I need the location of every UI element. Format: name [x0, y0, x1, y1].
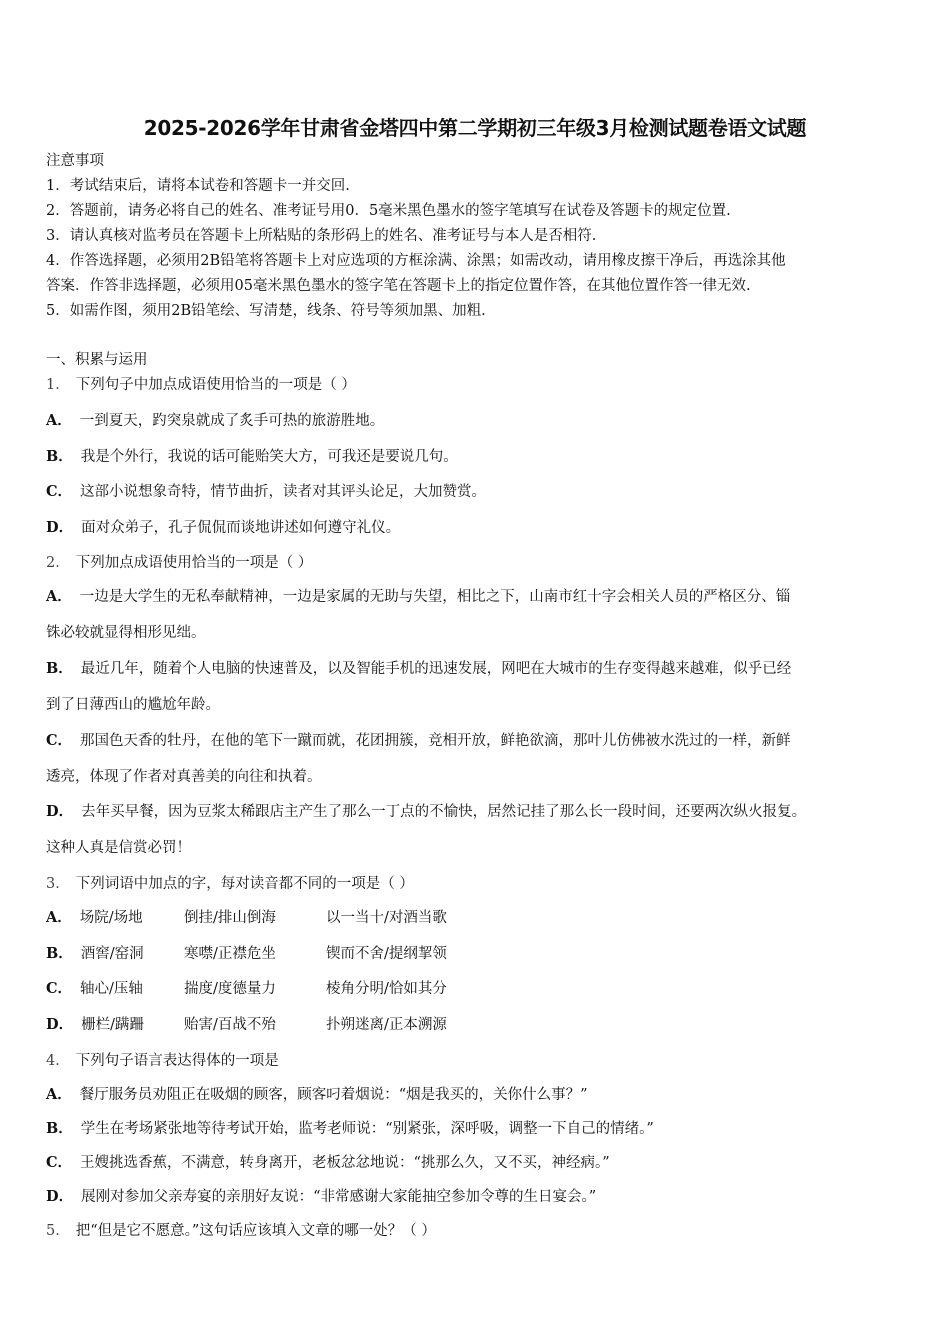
q2-option-b: B． 最近几年，随着个人电脑的快速普及，以及智能手机的迅速发展，网吧在大城市的生存变得越来越难，似乎已经	[46, 660, 792, 677]
question-3	[46, 874, 414, 894]
q1-option-d: D． 面对众弟子，孔子侃侃而谈地讲述如何遵守礼仪。	[46, 519, 401, 536]
notice-heading: 注意事项	[46, 153, 104, 169]
question-number: 5．	[46, 1223, 70, 1239]
question-number: 3．	[46, 876, 70, 892]
notice-item-2: 2．答题前，请务必将自己的姓名、准考证号用0．5毫米黑色墨水的签字笔填写在试卷及答题卡的规定位置.	[46, 203, 731, 219]
section-heading: 一、积累与运用	[46, 352, 148, 368]
q2-option-a-cont: 铢必较就显得相形见绌。	[46, 625, 206, 641]
question-5	[46, 1221, 436, 1241]
q1-option-b: B． 我是个外行，我说的话可能贻笑大方，可我还是要说几句。	[46, 448, 458, 465]
question-stem: 下列句子中加点成语使用恰当的一项是（ ）	[75, 377, 356, 393]
question-2	[46, 553, 312, 573]
notice-item-4-cont: 答案．作答非选择题，必须用05毫米黑色墨水的签字笔在答题卡上的指定位置作答，在其他位置作答一律无效.	[46, 278, 751, 294]
q2-option-c-cont: 透亮，体现了作者对真善美的向往和执着。	[46, 769, 322, 785]
notice-item-1: 1．考试结束后，请将本试卷和答题卡一并交回.	[46, 178, 350, 194]
q2-option-a: A． 一边是大学生的无私奉献精神，一边是家属的无助与失望，相比之下，山南市红十字会相关人员的严格区分、锱	[46, 588, 791, 605]
question-number: 1．	[46, 377, 70, 393]
notice-item-3: 3．请认真核对监考员在答题卡上所粘贴的条形码上的姓名、准考证号与本人是否相符.	[46, 228, 597, 244]
question-stem: 下列句子语言表达得体的一项是	[75, 1053, 279, 1069]
exam-page: 2025-2026学年甘肃省金塔四中第二学期初三年级3月检测试题卷语文试题 注意事项 1．考试结束后，请将本试卷和答题卡一并交回. 2．答题前，请务必将自己的姓名、准考证号用0．5毫米黑色墨水的签字笔填写在试卷及答题卡的规定位置. 3．请认真核对监考员在答题卡上所粘贴的条形码上的姓名、准考证号与本人是否相符. 4．作答选择题，必须用2B铅笔将答题卡上对应选项的方框涂满、涂黑；如需改动，请用橡皮擦干净后，再选涂其他 答案．作答非选择题，必须用05毫米黑色墨水的签字笔在答题卡上的指定位置作答，在其他位置作答一律无效. 5．如需作图，须用2B铅笔绘、写清楚，线条、符号等须加黑、加粗. 一、积累与运用 1． 下列句子中加点成语使用恰当的一项是（ ） A． 一到夏天，趵突泉就成了炙手可热的旅游胜地。 B． 我是个外行，我说的话可能贻笑大方，可我还是要说几句。 C． 这部小说想象奇特，情节曲折，读者对其评头论足，大加赞赏。 D． 面对众弟子，孔子侃侃而谈地讲述如何遵守礼仪。 2． 下列加点成语使用恰当的一项是（ ） A． 一边是大学生的无私奉献精神，一边是家属的无助与失望，相比之下，山南市红十字会相关人员的严格区分、锱 铢必较就显得相形见绌。 B． 最近几年，随着个人电脑的快速普及，以及智能手机的迅速发展，网吧在大城市的生存变得越来越难，似乎已经 到了日薄西山的尴尬年龄。 C． 那国色天香的牡丹，在他的笔下一蹴而就，花团拥簇，竞相开放，鲜艳欲滴，那叶儿仿佛被水洗过的一样，新鲜 透亮，体现了作者对真善美的向往和执着。 D． 去年买早餐，因为豆浆太稀跟店主产生了那么一丁点的不愉快，居然记挂了那么长一段时间，还要两次纵火报复。 这种人真是信赏必罚！ 3． 下列词语中加点的字，每对读音都不同的一项是（ ） A． 场院/场地 倒挂/排山倒海 以一当十/对酒当歌 B． 酒窖/窑洞 寒噤/正襟危坐 锲而不舍/提纲挈领 C． 轴心/压轴 揣度/度德量力 棱角分明/恰如其分 D． 栅栏/蹒跚 贻害/百战不殆 扑朔迷离/正本溯源 4． 下列句子语言表达得体的一项是 A． 餐厅服务员劝阻正在吸烟的顾客，顾客叼着烟说：“烟是我买的，关你什么事？” B． 学生在考场紧张地等待考试开始，监考老师说：“别紧张，深呼吸，调整一下自己的情绪。” C． 王嫂挑选香蕉，不满意，转身离开，老板忿忿地说：“挑那么久，又不买，神经病。” D． 展刚对参加父亲寿宴的亲朋好友说：“非常感谢大家能抽空参加令尊的生日宴会。” 5． 把“但是它不愿意。”这句话应该填入文章的哪一处？（ ）	[0, 0, 950, 1344]
question-stem: 下列词语中加点的字，每对读音都不同的一项是（ ）	[75, 876, 414, 892]
q1-option-a: A． 一到夏天，趵突泉就成了炙手可热的旅游胜地。	[46, 412, 385, 429]
q4-option-b: B． 学生在考场紧张地等待考试开始，监考老师说：“别紧张，深呼吸，调整一下自己的情绪。”	[46, 1120, 654, 1137]
question-stem: 把“但是它不愿意。”这句话应该填入文章的哪一处？（ ）	[75, 1223, 436, 1239]
q2-option-c: C． 那国色天香的牡丹，在他的笔下一蹴而就，花团拥簇，竞相开放，鲜艳欲滴，那叶儿仿佛被水洗过的一样，新鲜	[46, 732, 791, 749]
question-number: 2．	[46, 555, 70, 571]
q4-option-a: A． 餐厅服务员劝阻正在吸烟的顾客，顾客叼着烟说：“烟是我买的，关你什么事？”	[46, 1086, 588, 1103]
notice-item-4: 4．作答选择题，必须用2B铅笔将答题卡上对应选项的方框涂满、涂黑；如需改动，请用橡皮擦干净后，再选涂其他	[46, 253, 786, 269]
q2-option-d-cont: 这种人真是信赏必罚！	[46, 840, 191, 856]
q2-option-d: D． 去年买早餐，因为豆浆太稀跟店主产生了那么一丁点的不愉快，居然记挂了那么长一段时间，还要两次纵火报复。	[46, 803, 807, 820]
question-stem: 下列加点成语使用恰当的一项是（ ）	[75, 555, 313, 571]
q4-option-d: D． 展刚对参加父亲寿宴的亲朋好友说：“非常感谢大家能抽空参加令尊的生日宴会。”	[46, 1188, 597, 1205]
question-4	[46, 1051, 279, 1071]
question-1	[46, 375, 356, 395]
q4-option-c: C． 王嫂挑选香蕉，不满意，转身离开，老板忿忿地说：“挑那么久，又不买，神经病。”	[46, 1154, 610, 1171]
question-number: 4．	[46, 1053, 70, 1069]
exam-title: 2025-2026学年甘肃省金塔四中第二学期初三年级3月检测试题卷语文试题	[143, 116, 807, 140]
notice-item-5: 5．如需作图，须用2B铅笔绘、写清楚，线条、符号等须加黑、加粗.	[46, 303, 486, 319]
q1-option-c: C． 这部小说想象奇特，情节曲折，读者对其评头论足，大加赞赏。	[46, 483, 487, 500]
q2-option-b-cont: 到了日薄西山的尴尬年龄。	[46, 697, 220, 713]
